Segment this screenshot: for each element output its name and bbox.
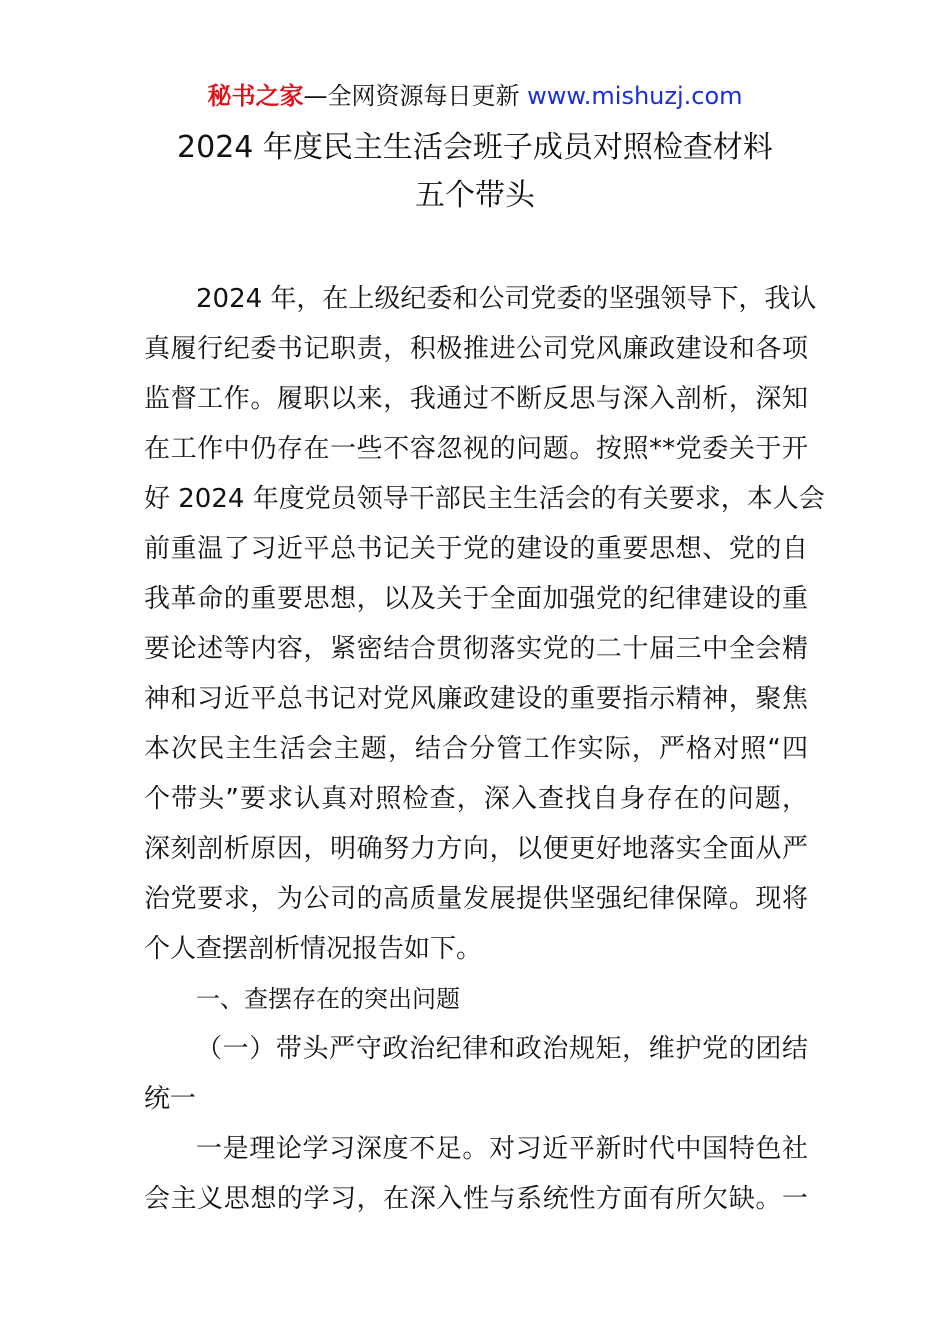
body-line: 在工作中仍存在一些不容忽视的问题。按照**党委关于开	[144, 434, 808, 464]
body-line: 深刻剖析原因，明确努力方向，以便更好地落实全面从严	[144, 834, 808, 864]
body-line: 神和习近平总书记对党风廉政建设的重要指示精神，聚焦	[144, 684, 808, 714]
body-line: 会主义思想的学习，在深入性与系统性方面有所欠缺。一	[144, 1184, 808, 1214]
body-line: 好 2024 年度党员领导干部民主生活会的有关要求，本人会	[144, 484, 825, 514]
site-url-link[interactable]: www.mishuzj.com	[527, 82, 743, 110]
body-line: 前重温了习近平总书记关于党的建设的重要思想、党的自	[144, 534, 808, 564]
body-line: 我革命的重要思想，以及关于全面加强党的纪律建设的重	[144, 584, 808, 614]
body-line: 个带头”要求认真对照检查，深入查找自身存在的问题，	[144, 784, 808, 814]
body-line: 个人查摆剖析情况报告如下。	[144, 934, 483, 964]
body-line: 本次民主生活会主题，结合分管工作实际，严格对照“四	[144, 734, 808, 764]
body-line: 监督工作。履职以来，我通过不断反思与深入剖析，深知	[144, 384, 808, 414]
document-subtitle: 五个带头	[415, 178, 535, 213]
body-line: 治党要求，为公司的高质量发展提供坚强纪律保障。现将	[144, 884, 808, 914]
body-line: 要论述等内容，紧密结合贯彻落实党的二十届三中全会精	[144, 634, 808, 664]
section-heading: 一、查摆存在的突出问题	[196, 985, 460, 1013]
body-line: 2024 年，在上级纪委和公司党委的坚强领导下，我认	[196, 284, 817, 314]
site-brand: 秘书之家	[207, 82, 304, 110]
site-slogan: —全网资源每日更新	[303, 82, 520, 110]
document-body	[144, 274, 825, 1224]
site-header	[0, 80, 950, 112]
body-line: 真履行纪委书记职责，积极推进公司党风廉政建设和各项	[144, 334, 808, 364]
document-title: 2024 年度民主生活会班子成员对照检查材料	[177, 130, 773, 165]
subsection-heading-continued: 统一	[144, 1084, 197, 1114]
body-line: 一是理论学习深度不足。对习近平新时代中国特色社	[196, 1134, 808, 1164]
subsection-heading: （一）带头严守政治纪律和政治规矩，维护党的团结	[196, 1034, 808, 1064]
